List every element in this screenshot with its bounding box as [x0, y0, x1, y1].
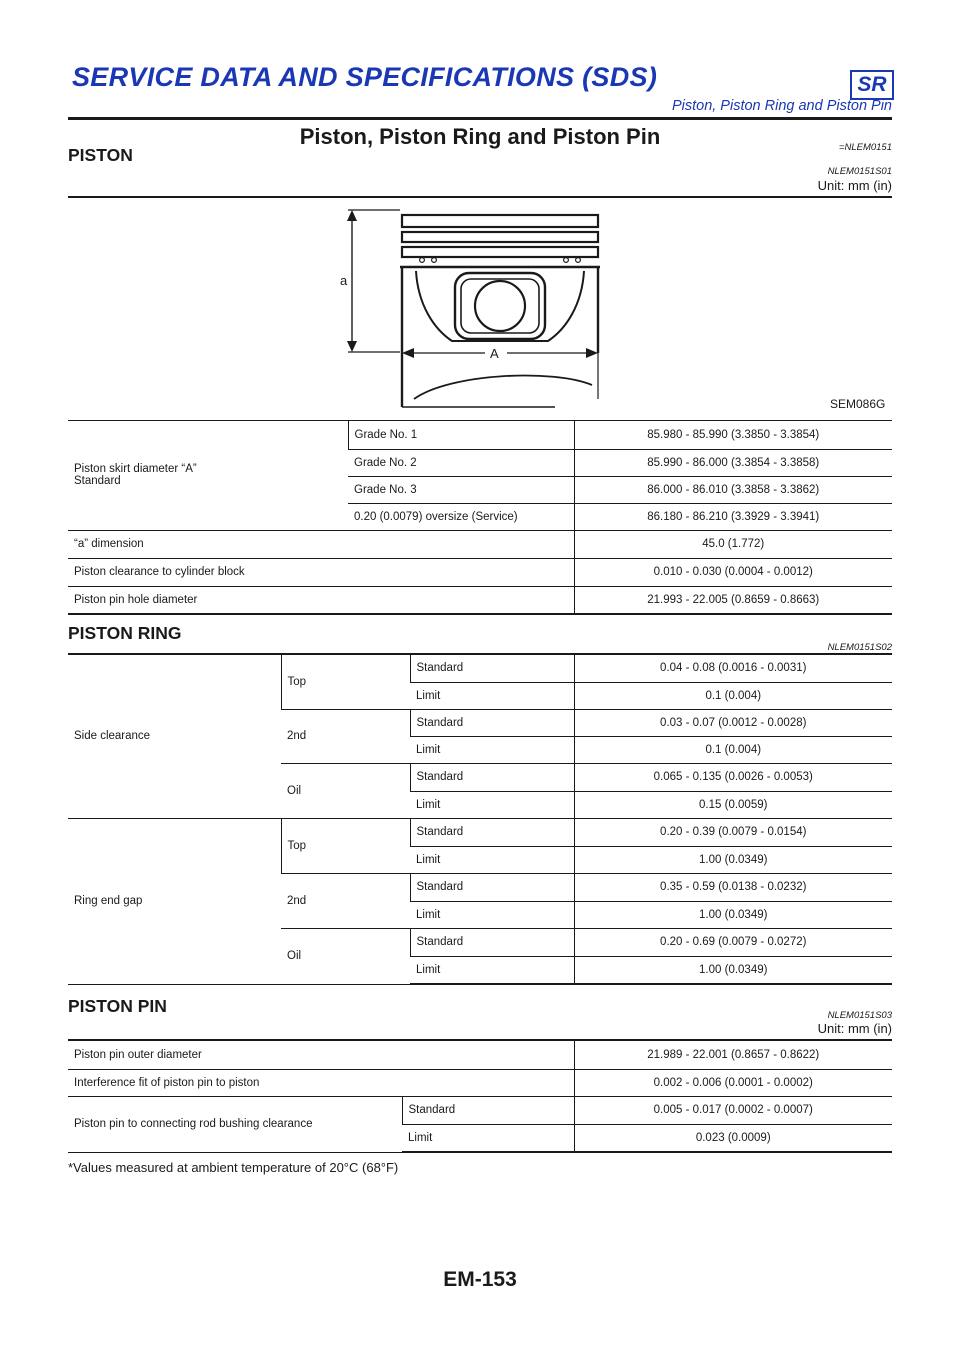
piston-ring-table	[68, 655, 892, 985]
grade-1-value: 85.980 - 85.990 (3.3850 - 3.3854)	[574, 421, 892, 449]
table-row	[68, 655, 892, 682]
pin-section-title: PISTON PIN	[68, 996, 167, 1016]
oversize-label: 0.20 (0.0079) oversize (Service)	[348, 503, 574, 530]
gap-oil-std-value: 0.20 - 0.69 (0.0079 - 0.0272)	[574, 928, 892, 956]
piston-diagram	[330, 205, 630, 415]
side-top-lim-value: 0.1 (0.004)	[574, 682, 892, 709]
page-number: EM-153	[443, 1268, 517, 1291]
header-rule	[68, 117, 892, 120]
dimension-a-label: a	[340, 273, 348, 288]
side-clearance-label: Side clearance	[68, 655, 281, 818]
table-row	[68, 818, 892, 846]
piston-section-title: PISTON	[68, 145, 133, 165]
gap-2nd-lim-label: Limit	[410, 901, 574, 928]
gap-oil-lim-value: 1.00 (0.0349)	[574, 956, 892, 984]
piston-unit: Unit: mm (in)	[817, 178, 892, 193]
page-code: =NLEM0151	[838, 142, 892, 153]
pin-unit: Unit: mm (in)	[817, 1021, 892, 1036]
bushing-lim-value: 0.023 (0.0009)	[574, 1124, 892, 1152]
interference-fit-label: Interference fit of piston pin to piston	[68, 1069, 574, 1096]
table-row	[68, 1069, 892, 1096]
page-title: Piston, Piston Ring and Piston Pin	[299, 124, 661, 149]
pin-hole-value: 21.993 - 22.005 (0.8659 - 0.8663)	[574, 586, 892, 614]
piston-top-rule	[68, 196, 892, 198]
gap-oil-label: Oil	[281, 928, 410, 984]
grade-3-label: Grade No. 3	[348, 476, 574, 503]
gap-2nd-lim-value: 1.00 (0.0349)	[574, 901, 892, 928]
side-2nd-lim-value: 0.1 (0.004)	[574, 736, 892, 763]
side-top-std-value: 0.04 - 0.08 (0.0016 - 0.0031)	[574, 655, 892, 682]
side-oil-std-value: 0.065 - 0.135 (0.0026 - 0.0053)	[574, 763, 892, 791]
side-2nd-label: 2nd	[281, 709, 410, 763]
interference-fit-value: 0.002 - 0.006 (0.0001 - 0.0002)	[574, 1069, 892, 1096]
grade-1-label: Grade No. 1	[348, 421, 574, 449]
dimension-A-label: A	[490, 346, 499, 361]
bushing-lim-label: Limit	[402, 1124, 574, 1152]
a-dimension-label: “a” dimension	[68, 530, 574, 558]
table-row	[68, 558, 892, 586]
pin-section-code: NLEM0151S03	[827, 1010, 892, 1021]
side-2nd-lim-label: Limit	[410, 736, 574, 763]
grade-2-value: 85.990 - 86.000 (3.3854 - 3.3858)	[574, 449, 892, 476]
gap-top-label: Top	[281, 818, 410, 873]
ring-section-code: NLEM0151S02	[827, 642, 892, 653]
side-oil-label: Oil	[281, 763, 410, 818]
bushing-std-label: Standard	[402, 1096, 574, 1124]
piston-pin-table	[68, 1041, 892, 1153]
skirt-diameter-label: Piston skirt diameter “A” Standard	[68, 421, 348, 530]
header-title: SERVICE DATA AND SPECIFICATIONS (SDS)	[72, 62, 658, 92]
grade-2-label: Grade No. 2	[348, 449, 574, 476]
piston-table	[68, 421, 892, 615]
gap-top-std-label: Standard	[410, 818, 574, 846]
pin-outer-diameter-value: 21.989 - 22.001 (0.8657 - 0.8622)	[574, 1041, 892, 1069]
section-badge: SR	[850, 70, 894, 100]
footnote: *Values measured at ambient temperature of 20°C (68°F)	[68, 1160, 399, 1175]
gap-top-lim-label: Limit	[410, 846, 574, 873]
pin-hole-label: Piston pin hole diameter	[68, 586, 574, 614]
gap-top-lim-value: 1.00 (0.0349)	[574, 846, 892, 873]
side-top-std-label: Standard	[410, 655, 574, 682]
side-2nd-std-value: 0.03 - 0.07 (0.0012 - 0.0028)	[574, 709, 892, 736]
grade-3-value: 86.000 - 86.010 (3.3858 - 3.3862)	[574, 476, 892, 503]
a-dimension-value: 45.0 (1.772)	[574, 530, 892, 558]
end-gap-label: Ring end gap	[68, 818, 281, 984]
gap-top-std-value: 0.20 - 0.39 (0.0079 - 0.0154)	[574, 818, 892, 846]
pin-outer-diameter-label: Piston pin outer diameter	[68, 1041, 574, 1069]
side-oil-lim-value: 0.15 (0.0059)	[574, 791, 892, 818]
table-row	[68, 421, 892, 449]
figure-caption: SEM086G	[830, 397, 886, 411]
oversize-value: 86.180 - 86.210 (3.3929 - 3.3941)	[574, 503, 892, 530]
gap-2nd-std-label: Standard	[410, 873, 574, 901]
piston-clearance-value: 0.010 - 0.030 (0.0004 - 0.0012)	[574, 558, 892, 586]
gap-oil-lim-label: Limit	[410, 956, 574, 984]
header-subtitle: Piston, Piston Ring and Piston Pin	[671, 98, 892, 114]
gap-2nd-label: 2nd	[281, 873, 410, 928]
side-2nd-std-label: Standard	[410, 709, 574, 736]
side-oil-std-label: Standard	[410, 763, 574, 791]
table-row	[68, 586, 892, 614]
side-top-label: Top	[281, 655, 410, 709]
table-row	[68, 530, 892, 558]
table-row	[68, 1096, 892, 1124]
side-oil-lim-label: Limit	[410, 791, 574, 818]
bushing-std-value: 0.005 - 0.017 (0.0002 - 0.0007)	[574, 1096, 892, 1124]
gap-oil-std-label: Standard	[410, 928, 574, 956]
table-row	[68, 1041, 892, 1069]
piston-section-code: NLEM0151S01	[827, 166, 892, 177]
bushing-clearance-label: Piston pin to connecting rod bushing clearance	[68, 1096, 402, 1152]
side-top-lim-label: Limit	[410, 682, 574, 709]
gap-2nd-std-value: 0.35 - 0.59 (0.0138 - 0.0232)	[574, 873, 892, 901]
ring-section-title: PISTON RING	[68, 623, 182, 643]
piston-clearance-label: Piston clearance to cylinder block	[68, 558, 574, 586]
